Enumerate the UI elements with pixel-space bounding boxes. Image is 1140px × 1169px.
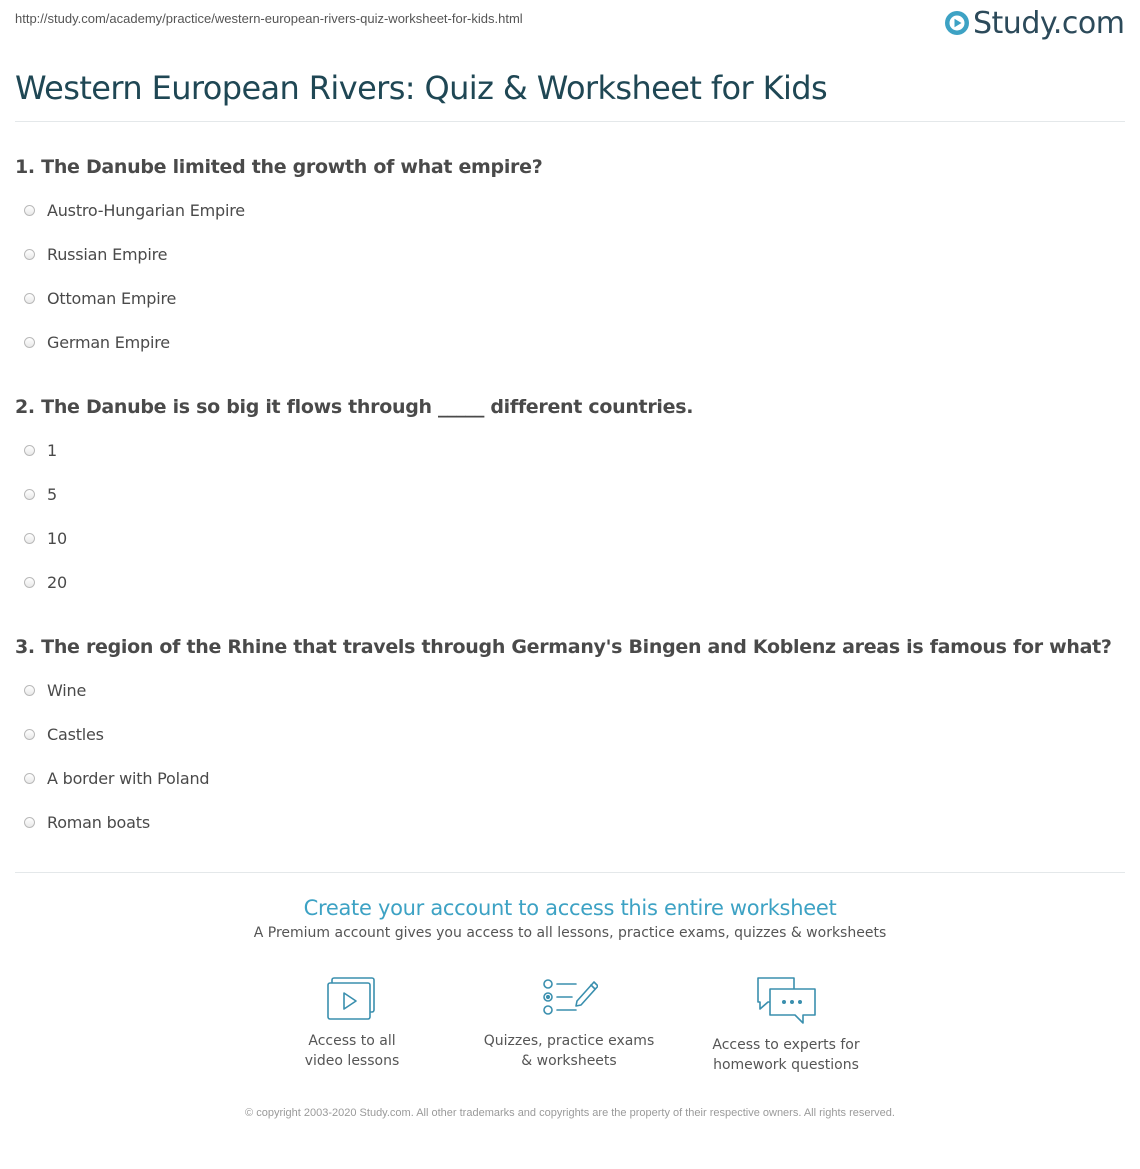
answer-option[interactable] [15, 722, 104, 746]
answer-label: Roman boats [47, 812, 150, 832]
radio-button[interactable] [24, 817, 35, 828]
page-url: http://study.com/academy/practice/western-european-rivers-quiz-worksheet-for-kids.html [15, 11, 523, 26]
question-text: 3. The region of the Rhine that travels through Germany's Bingen and Koblenz areas is famous for what? [15, 636, 1112, 658]
radio-button[interactable] [24, 293, 35, 304]
question-text: 1. The Danube limited the growth of what empire? [15, 156, 543, 178]
answer-option[interactable] [15, 242, 167, 266]
feature-video-lessons [252, 975, 452, 1071]
radio-button[interactable] [24, 205, 35, 216]
feature-experts [686, 975, 886, 1075]
answer-option[interactable] [15, 810, 150, 834]
cta-subtitle: A Premium account gives you access to all lessons, practice exams, quizzes & worksheets [253, 925, 887, 941]
answer-label: Castles [47, 724, 104, 744]
answer-label: Wine [47, 680, 87, 700]
copyright: © copyright 2003-2020 Study.com. All other trademarks and copyrights are the property of their respective owners. All rights reserved. [245, 1107, 895, 1119]
answer-option[interactable] [15, 198, 245, 222]
answer-option[interactable] [15, 482, 57, 506]
answer-option[interactable] [15, 766, 209, 790]
radio-button[interactable] [24, 249, 35, 260]
page-title: Western European Rivers: Quiz & Worksheet for Kids [15, 69, 828, 107]
study-logo[interactable] [944, 6, 1124, 40]
divider [15, 121, 1125, 122]
feature-label: Access to all video lessons [304, 1033, 400, 1069]
answer-option[interactable] [15, 570, 67, 594]
question-1 [15, 155, 1125, 352]
question-text: 2. The Danube is so big it flows through _____ different countries. [15, 396, 694, 418]
feature-label: Quizzes, practice exams & worksheets [483, 1033, 655, 1069]
answer-label: Austro-Hungarian Empire [47, 200, 245, 220]
video-lessons-icon [326, 975, 378, 1021]
radio-button[interactable] [24, 773, 35, 784]
radio-button[interactable] [24, 533, 35, 544]
question-3 [15, 635, 1125, 832]
chat-bubbles-icon [754, 975, 818, 1025]
answer-label: 1 [47, 440, 57, 460]
radio-button[interactable] [24, 577, 35, 588]
answer-label: 10 [47, 528, 67, 548]
answer-label: 5 [47, 484, 57, 504]
answer-option[interactable] [15, 438, 57, 462]
radio-button[interactable] [24, 685, 35, 696]
radio-button[interactable] [24, 445, 35, 456]
divider [15, 872, 1125, 873]
answer-option[interactable] [15, 330, 170, 354]
quiz-checklist-icon [540, 975, 598, 1021]
feature-label: Access to experts for homework questions [712, 1037, 860, 1073]
answer-label: Russian Empire [47, 244, 168, 264]
radio-button[interactable] [24, 489, 35, 500]
answer-option[interactable] [15, 678, 86, 702]
create-account-link[interactable]: Create your account to access this entire worksheet [303, 896, 837, 920]
answer-label: Ottoman Empire [47, 288, 177, 308]
answer-option[interactable] [15, 526, 67, 550]
play-circle-icon [944, 10, 970, 36]
answer-label: German Empire [47, 332, 170, 352]
question-2 [15, 395, 1125, 592]
answer-option[interactable] [15, 286, 176, 310]
radio-button[interactable] [24, 729, 35, 740]
answer-label: 20 [47, 572, 67, 592]
logo-text: Study.com [973, 5, 1125, 41]
feature-quizzes [469, 975, 669, 1071]
answer-label: A border with Poland [47, 768, 210, 788]
radio-button[interactable] [24, 337, 35, 348]
